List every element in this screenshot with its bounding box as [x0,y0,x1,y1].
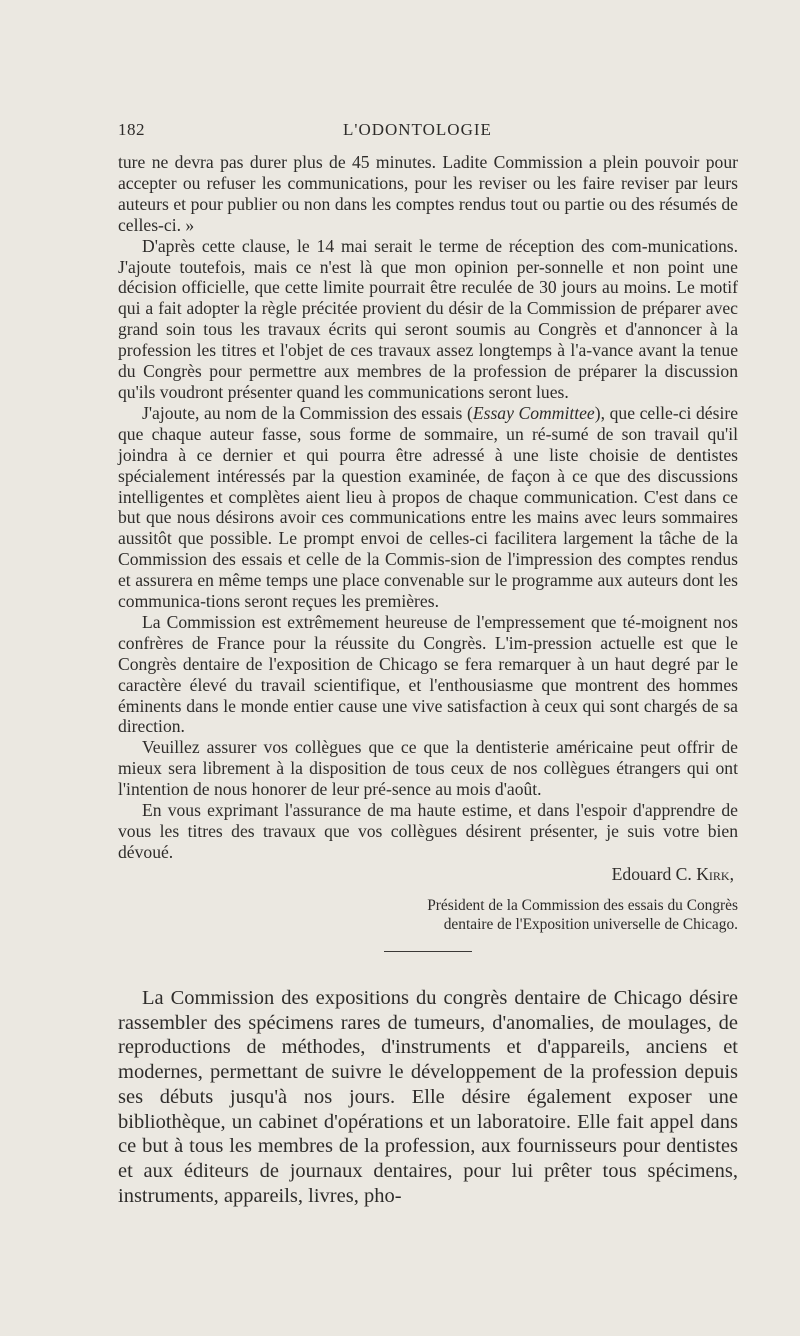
paragraph-continued: ture ne devra pas durer plus de 45 minutes. Ladite Commission a plein pouvoir pour accepter ou refuser les communications, pour les reviser ou les faire reviser par leurs auteurs et pour publier ou non dans les comptes rendus tout ou partie ou des résumés de celles-ci. » [118,152,738,235]
signature-first-name: Edouard C. [611,863,697,884]
signature-title-line: dentaire de l'Exposition universelle de Chicago. [443,915,738,933]
signature-title-line: Président de la Commission des essais du Congrès [427,896,738,914]
section-divider [384,951,472,952]
signature-title [118,896,738,934]
paragraph: La Commission est extrêmement heureuse de l'empressement que té-moignent nos confrères de France pour la réussite du Congrès. L'im-pression actuelle est que le Congrès dentaire de l'exposition de Chicago se fera remarquer à un haut degré par le caractère élevé du travail scientifique, et l'enthousiasme que montrent des hommes éminents dans le monde entier cause une vive satisfaction à ceux qui sont chargés de sa direction. [118,611,738,737]
signature-comma: , [729,863,734,884]
page-header [118,120,738,142]
paragraph: Veuillez assurer vos collègues que ce que la dentisterie américaine peut offrir de mieux sera librement à la disposition de tous ceux de nos collègues étrangers qui ont l'intention de nous honorer de leur pré-sence au mois d'août. [118,737,738,800]
paragraph-text: J'ajoute, au nom de la Commission des essais ( [142,402,473,423]
paragraph-essay-committee [118,403,738,612]
letter-body [118,152,738,952]
signature [118,864,738,885]
exhibition-notice [118,986,738,1208]
signature-last-name: Kirk [696,863,730,884]
italic-term: Essay Committee [472,402,595,423]
paragraph-text: ), que celle-ci désire que chaque auteur fasse, sous forme de sommaire, un ré-sumé de son travail qu'il joindra à ce dernier et qui pourra être adressé à une liste choisie de dentistes spécialement intéressés par la question examinée, de façon à ce que des discussions intelligentes et complètes aient lieu à propos de chaque communication. C'est dans ce but que nous désirons avoir ces communications entre les mains avec leurs sommaires aussitôt que possible. Le prompt envoi de celles-ci facilitera largement la tâche de la Commission des essais et celle de la Commis-sion de l'impression des comptes rendus et assurera en même temps une place convenable sur le programme aux auteurs dont les communica-tions seront reçues les premières. [118,402,739,612]
notice-paragraph: La Commission des expositions du congrès dentaire de Chicago désire rassembler des spécimens rares de tumeurs, d'anomalies, de moulages, de reproductions de méthodes, d'instruments et d'appareils, anciens et modernes, permettant de suivre le développement de la profession depuis ses débuts jusqu'à nos jours. Elle désire également exposer une bibliothèque, un cabinet d'opérations et un laboratoire. Elle fait appel dans ce but à tous les membres de la profession, aux fournisseurs pour dentistes et aux éditeurs de journaux dentaires, pour lui prêter tous spécimens, instruments, appareils, livres, pho- [118,987,738,1207]
page-number: 182 [118,120,145,139]
running-title: L'ODONTOLOGIE [343,120,492,139]
paragraph: D'après cette clause, le 14 mai serait le terme de réception des com-munications. J'ajoute toutefois, mais ce n'est là que mon opinion per-sonnelle et non point une décision officielle, que cette limite pourrait être reculée de 30 jours au moins. Le motif qui a fait adopter la règle précitée provient du désir de la Commission de préparer avec grand soin tous les travaux écrits qui seront soumis au Congrès et d'annoncer à la profession les titres et l'objet de ces travaux assez longtemps à l'a-vance avant la tenue du Congrès pour permettre aux membres de la profession de préparer la discussion qu'ils voudront présenter quand les communications seront lues. [118,235,738,402]
paragraph-closing: En vous exprimant l'assurance de ma haute estime, et dans l'espoir d'apprendre de vous les titres des travaux que vos collègues désirent présenter, je suis votre bien dévoué. [118,800,738,862]
